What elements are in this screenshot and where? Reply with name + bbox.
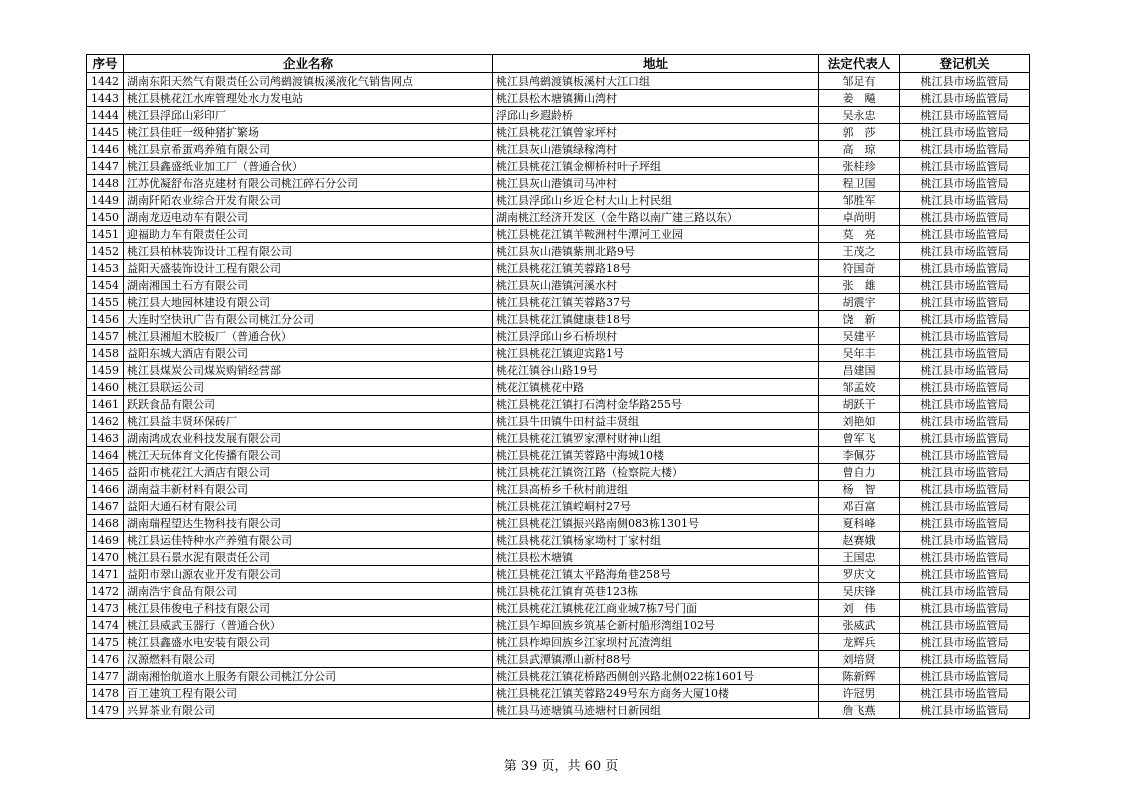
cell-address: 桃江县桃花江镇资江路（检察院大楼） <box>493 464 819 481</box>
table-row <box>87 447 1030 464</box>
cell-rep: 高 琼 <box>819 141 900 158</box>
cell-no: 1459 <box>87 362 124 379</box>
cell-address: 桃江县灰山港镇紫荆北路9号 <box>493 243 819 260</box>
cell-no: 1457 <box>87 328 124 345</box>
cell-address: 桃江县桃花江镇太平路海角巷258号 <box>493 566 819 583</box>
cell-name: 益阳东城大酒店有限公司 <box>124 345 493 362</box>
table-row <box>87 311 1030 328</box>
cell-name: 湖南湘怡航道水上服务有限公司桃江分公司 <box>124 668 493 685</box>
cell-address: 桃江县桃花江镇金柳桥村叶子坪组 <box>493 158 819 175</box>
table-row <box>87 158 1030 175</box>
cell-name: 桃江县鑫盛纸业加工厂（普通合伙） <box>124 158 493 175</box>
cell-authority: 桃江县市场监管局 <box>900 702 1030 719</box>
table-row <box>87 532 1030 549</box>
cell-no: 1454 <box>87 277 124 294</box>
cell-address: 桃江县桃花江镇曾家坪村 <box>493 124 819 141</box>
cell-authority: 桃江县市场监管局 <box>900 651 1030 668</box>
cell-no: 1461 <box>87 396 124 413</box>
cell-authority: 桃江县市场监管局 <box>900 583 1030 600</box>
table-row <box>87 226 1030 243</box>
cell-name: 大连时空快讯广告有限公司桃江分公司 <box>124 311 493 328</box>
cell-rep: 符国奇 <box>819 260 900 277</box>
cell-address: 桃江县桃花江镇育英巷123栋 <box>493 583 819 600</box>
table-row <box>87 481 1030 498</box>
table-row <box>87 498 1030 515</box>
table-row <box>87 209 1030 226</box>
cell-name: 桃江县鑫盛水电安装有限公司 <box>124 634 493 651</box>
cell-name: 百工建筑工程有限公司 <box>124 685 493 702</box>
cell-authority: 桃江县市场监管局 <box>900 685 1030 702</box>
table-row <box>87 141 1030 158</box>
cell-authority: 桃江县市场监管局 <box>900 549 1030 566</box>
cell-name: 湖南东阳天然气有限责任公司鸬鹚渡镇板溪液化气销售网点 <box>124 73 493 90</box>
cell-no: 1478 <box>87 685 124 702</box>
header-address: 地址 <box>493 55 819 73</box>
cell-authority: 桃江县市场监管局 <box>900 345 1030 362</box>
cell-name: 湖南湘国土石方有限公司 <box>124 277 493 294</box>
cell-name: 跃跃食品有限公司 <box>124 396 493 413</box>
cell-authority: 桃江县市场监管局 <box>900 566 1030 583</box>
cell-authority: 桃江县市场监管局 <box>900 464 1030 481</box>
cell-authority: 桃江县市场监管局 <box>900 481 1030 498</box>
table-row <box>87 175 1030 192</box>
cell-address: 桃江县武潭镇潭山新村88号 <box>493 651 819 668</box>
cell-address: 桃江县桃花江镇迎宾路1号 <box>493 345 819 362</box>
cell-rep: 赵赛娥 <box>819 532 900 549</box>
table-row <box>87 345 1030 362</box>
cell-name: 湖南鸿成农业科技发展有限公司 <box>124 430 493 447</box>
cell-address: 桃江县桃花江镇芙蓉路中海城10楼 <box>493 447 819 464</box>
cell-rep: 胡震宇 <box>819 294 900 311</box>
cell-rep: 姜 飚 <box>819 90 900 107</box>
cell-name: 汉源燃料有限公司 <box>124 651 493 668</box>
cell-name: 桃江县京希蛋鸡养殖有限公司 <box>124 141 493 158</box>
cell-authority: 桃江县市场监管局 <box>900 447 1030 464</box>
cell-address: 桃江县乍埠回族乡筑基仑新村船形湾组102号 <box>493 617 819 634</box>
cell-rep: 邹足有 <box>819 73 900 90</box>
cell-rep: 王茂之 <box>819 243 900 260</box>
cell-address: 桃江县桃花江镇芙蓉路37号 <box>493 294 819 311</box>
cell-no: 1453 <box>87 260 124 277</box>
cell-address: 桃江县灰山港镇河溪水村 <box>493 277 819 294</box>
table-row <box>87 566 1030 583</box>
cell-no: 1443 <box>87 90 124 107</box>
cell-name: 桃江天玩体育文化传播有限公司 <box>124 447 493 464</box>
cell-rep: 陈新辉 <box>819 668 900 685</box>
cell-name: 湖南益丰新材料有限公司 <box>124 481 493 498</box>
cell-authority: 桃江县市场监管局 <box>900 294 1030 311</box>
cell-address: 桃江县桃花江镇振兴路南侧083栋1301号 <box>493 515 819 532</box>
cell-rep: 张威武 <box>819 617 900 634</box>
page-footer: 第 39 页，共 60 页 <box>503 759 619 774</box>
cell-name: 迎福助力车有限责任公司 <box>124 226 493 243</box>
table-row <box>87 668 1030 685</box>
cell-address: 桃江县松木塘镇狮山湾村 <box>493 90 819 107</box>
cell-rep: 曾自力 <box>819 464 900 481</box>
cell-authority: 桃江县市场监管局 <box>900 124 1030 141</box>
cell-authority: 桃江县市场监管局 <box>900 617 1030 634</box>
cell-rep: 郭 莎 <box>819 124 900 141</box>
cell-no: 1462 <box>87 413 124 430</box>
cell-rep: 昌建国 <box>819 362 900 379</box>
cell-name: 桃江县运佳特种水产养殖有限公司 <box>124 532 493 549</box>
table-row <box>87 651 1030 668</box>
cell-rep: 王国忠 <box>819 549 900 566</box>
table-row <box>87 90 1030 107</box>
cell-authority: 桃江县市场监管局 <box>900 311 1030 328</box>
cell-authority: 桃江县市场监管局 <box>900 396 1030 413</box>
cell-no: 1452 <box>87 243 124 260</box>
cell-no: 1465 <box>87 464 124 481</box>
table-row <box>87 413 1030 430</box>
cell-address: 桃江县牛田镇牛田村益丰贤组 <box>493 413 819 430</box>
cell-rep: 程卫国 <box>819 175 900 192</box>
table-row <box>87 396 1030 413</box>
header-rep: 法定代表人 <box>819 55 900 73</box>
cell-authority: 桃江县市场监管局 <box>900 226 1030 243</box>
cell-address: 桃江县鸬鹚渡镇板溪村大江口组 <box>493 73 819 90</box>
cell-rep: 罗庆文 <box>819 566 900 583</box>
table-row <box>87 583 1030 600</box>
cell-no: 1474 <box>87 617 124 634</box>
cell-rep: 卓尚明 <box>819 209 900 226</box>
cell-name: 桃江县石景水泥有限责任公司 <box>124 549 493 566</box>
cell-rep: 詹飞燕 <box>819 702 900 719</box>
cell-rep: 吴庆锋 <box>819 583 900 600</box>
cell-no: 1479 <box>87 702 124 719</box>
cell-no: 1449 <box>87 192 124 209</box>
cell-name: 益阳天盛装饰设计工程有限公司 <box>124 260 493 277</box>
cell-authority: 桃江县市场监管局 <box>900 243 1030 260</box>
cell-address: 桃江县浮邱山乡石桥坝村 <box>493 328 819 345</box>
cell-name: 桃江县佳旺一级种猪扩繁场 <box>124 124 493 141</box>
table-row <box>87 243 1030 260</box>
cell-name: 湖南阡陌农业综合开发有限公司 <box>124 192 493 209</box>
table-row <box>87 515 1030 532</box>
cell-address: 桃江县柞埠回族乡江家坝村瓦渣湾组 <box>493 634 819 651</box>
cell-rep: 饶 新 <box>819 311 900 328</box>
cell-no: 1456 <box>87 311 124 328</box>
cell-no: 1463 <box>87 430 124 447</box>
cell-address: 桃江县灰山港镇司马冲村 <box>493 175 819 192</box>
cell-authority: 桃江县市场监管局 <box>900 430 1030 447</box>
header-authority: 登记机关 <box>900 55 1030 73</box>
cell-rep: 李佩芬 <box>819 447 900 464</box>
cell-rep: 龙辉兵 <box>819 634 900 651</box>
cell-authority: 桃江县市场监管局 <box>900 175 1030 192</box>
cell-address: 浮邱山乡遐龄桥 <box>493 107 819 124</box>
cell-address: 桃江县桃花江镇羊鞍洲村牛潭河工业园 <box>493 226 819 243</box>
cell-address: 桃江县桃花江镇芙蓉路18号 <box>493 260 819 277</box>
cell-authority: 桃江县市场监管局 <box>900 260 1030 277</box>
cell-rep: 吴建平 <box>819 328 900 345</box>
cell-no: 1476 <box>87 651 124 668</box>
cell-no: 1473 <box>87 600 124 617</box>
cell-name: 益阳大通石材有限公司 <box>124 498 493 515</box>
table-row <box>87 294 1030 311</box>
cell-address: 桃江县浮邱山乡近仑村大山上村民组 <box>493 192 819 209</box>
cell-no: 1442 <box>87 73 124 90</box>
cell-no: 1469 <box>87 532 124 549</box>
cell-address: 桃江县桃花江镇杨家坳村丁家村组 <box>493 532 819 549</box>
cell-address: 桃江县灰山港镇绿稼湾村 <box>493 141 819 158</box>
cell-rep: 张 雄 <box>819 277 900 294</box>
table-row <box>87 362 1030 379</box>
enterprise-table <box>86 54 1030 719</box>
cell-address: 桃江县高桥乡千秋村前进组 <box>493 481 819 498</box>
cell-authority: 桃江县市场监管局 <box>900 158 1030 175</box>
cell-rep: 夏科峰 <box>819 515 900 532</box>
cell-rep: 吴永忠 <box>819 107 900 124</box>
table-row <box>87 260 1030 277</box>
table-row <box>87 192 1030 209</box>
table-row <box>87 617 1030 634</box>
cell-no: 1460 <box>87 379 124 396</box>
cell-no: 1472 <box>87 583 124 600</box>
cell-rep: 曾军飞 <box>819 430 900 447</box>
cell-address: 桃江县桃花江镇桃花江商业城7栋7号门面 <box>493 600 819 617</box>
cell-no: 1446 <box>87 141 124 158</box>
cell-name: 桃江县威武玉器行（普通合伙） <box>124 617 493 634</box>
cell-no: 1448 <box>87 175 124 192</box>
cell-rep: 张桂珍 <box>819 158 900 175</box>
cell-address: 桃江县马迹塘镇马迹塘村日新园组 <box>493 702 819 719</box>
cell-rep: 吴年丰 <box>819 345 900 362</box>
cell-rep: 杨 智 <box>819 481 900 498</box>
cell-address: 桃江县桃花江镇崆峒村27号 <box>493 498 819 515</box>
cell-address: 桃江县桃花江镇打石湾村金华路255号 <box>493 396 819 413</box>
table-row <box>87 702 1030 719</box>
cell-no: 1458 <box>87 345 124 362</box>
table-row <box>87 107 1030 124</box>
cell-authority: 桃江县市场监管局 <box>900 362 1030 379</box>
cell-name: 桃江县联运公司 <box>124 379 493 396</box>
cell-address: 桃花江镇谷山路19号 <box>493 362 819 379</box>
cell-name: 益阳市桃花江大酒店有限公司 <box>124 464 493 481</box>
cell-name: 桃江县桃花江水库管理处水力发电站 <box>124 90 493 107</box>
cell-authority: 桃江县市场监管局 <box>900 107 1030 124</box>
table-row <box>87 549 1030 566</box>
cell-rep: 邹胜军 <box>819 192 900 209</box>
table-row <box>87 685 1030 702</box>
cell-no: 1477 <box>87 668 124 685</box>
cell-no: 1447 <box>87 158 124 175</box>
table-row <box>87 430 1030 447</box>
cell-address: 桃江县桃花江镇花桥路西侧创兴路北侧022栋1601号 <box>493 668 819 685</box>
cell-no: 1451 <box>87 226 124 243</box>
cell-name: 桃江县伟俊电子科技有限公司 <box>124 600 493 617</box>
cell-authority: 桃江县市场监管局 <box>900 192 1030 209</box>
cell-rep: 刘 伟 <box>819 600 900 617</box>
cell-address: 湖南桃江经济开发区（金牛路以南广建三路以东） <box>493 209 819 226</box>
cell-name: 湖南龙迈电动车有限公司 <box>124 209 493 226</box>
cell-no: 1475 <box>87 634 124 651</box>
cell-no: 1445 <box>87 124 124 141</box>
table-row <box>87 328 1030 345</box>
cell-name: 桃江县煤炭公司煤炭购销经营部 <box>124 362 493 379</box>
cell-address: 桃江县桃花江镇健康巷18号 <box>493 311 819 328</box>
header-no: 序号 <box>87 55 124 73</box>
cell-address: 桃江县桃花江镇罗家潭村财神山组 <box>493 430 819 447</box>
table-row <box>87 600 1030 617</box>
cell-name: 桃江县柏林装饰设计工程有限公司 <box>124 243 493 260</box>
cell-authority: 桃江县市场监管局 <box>900 515 1030 532</box>
cell-authority: 桃江县市场监管局 <box>900 600 1030 617</box>
cell-authority: 桃江县市场监管局 <box>900 73 1030 90</box>
cell-authority: 桃江县市场监管局 <box>900 141 1030 158</box>
cell-address: 桃江县松木塘镇 <box>493 549 819 566</box>
table-row <box>87 73 1030 90</box>
cell-name: 桃江县益丰贤环保砖厂 <box>124 413 493 430</box>
cell-no: 1470 <box>87 549 124 566</box>
cell-name: 桃江县湘旭木胶板厂（普通合伙） <box>124 328 493 345</box>
cell-rep: 邓百富 <box>819 498 900 515</box>
cell-no: 1471 <box>87 566 124 583</box>
cell-rep: 邹孟姣 <box>819 379 900 396</box>
cell-rep: 刘培贤 <box>819 651 900 668</box>
cell-no: 1467 <box>87 498 124 515</box>
cell-authority: 桃江县市场监管局 <box>900 532 1030 549</box>
header-name: 企业名称 <box>124 55 493 73</box>
cell-no: 1455 <box>87 294 124 311</box>
cell-authority: 桃江县市场监管局 <box>900 668 1030 685</box>
cell-rep: 胡跃干 <box>819 396 900 413</box>
table-row <box>87 277 1030 294</box>
cell-rep: 刘艳如 <box>819 413 900 430</box>
cell-authority: 桃江县市场监管局 <box>900 634 1030 651</box>
cell-name: 湖南瑞程望达生物科技有限公司 <box>124 515 493 532</box>
cell-rep: 许冠男 <box>819 685 900 702</box>
cell-authority: 桃江县市场监管局 <box>900 328 1030 345</box>
cell-name: 湖南浩宇食品有限公司 <box>124 583 493 600</box>
table-row <box>87 634 1030 651</box>
table-row <box>87 379 1030 396</box>
cell-name: 兴昇茶业有限公司 <box>124 702 493 719</box>
cell-address: 桃花江镇桃花中路 <box>493 379 819 396</box>
table-header-row <box>87 55 1030 73</box>
cell-no: 1450 <box>87 209 124 226</box>
cell-authority: 桃江县市场监管局 <box>900 209 1030 226</box>
cell-no: 1444 <box>87 107 124 124</box>
cell-authority: 桃江县市场监管局 <box>900 277 1030 294</box>
table-row <box>87 124 1030 141</box>
cell-rep: 莫 亮 <box>819 226 900 243</box>
table-row <box>87 464 1030 481</box>
cell-authority: 桃江县市场监管局 <box>900 379 1030 396</box>
cell-name: 江苏优凝舒布洛克建材有限公司桃江碎石分公司 <box>124 175 493 192</box>
cell-no: 1464 <box>87 447 124 464</box>
cell-name: 桃江县大地园林建设有限公司 <box>124 294 493 311</box>
cell-address: 桃江县桃花江镇芙蓉路249号东方商务大厦10楼 <box>493 685 819 702</box>
cell-authority: 桃江县市场监管局 <box>900 413 1030 430</box>
cell-no: 1468 <box>87 515 124 532</box>
cell-name: 桃江县浮邱山彩印厂 <box>124 107 493 124</box>
cell-authority: 桃江县市场监管局 <box>900 90 1030 107</box>
cell-name: 益阳市翠山源农业开发有限公司 <box>124 566 493 583</box>
cell-authority: 桃江县市场监管局 <box>900 498 1030 515</box>
cell-no: 1466 <box>87 481 124 498</box>
